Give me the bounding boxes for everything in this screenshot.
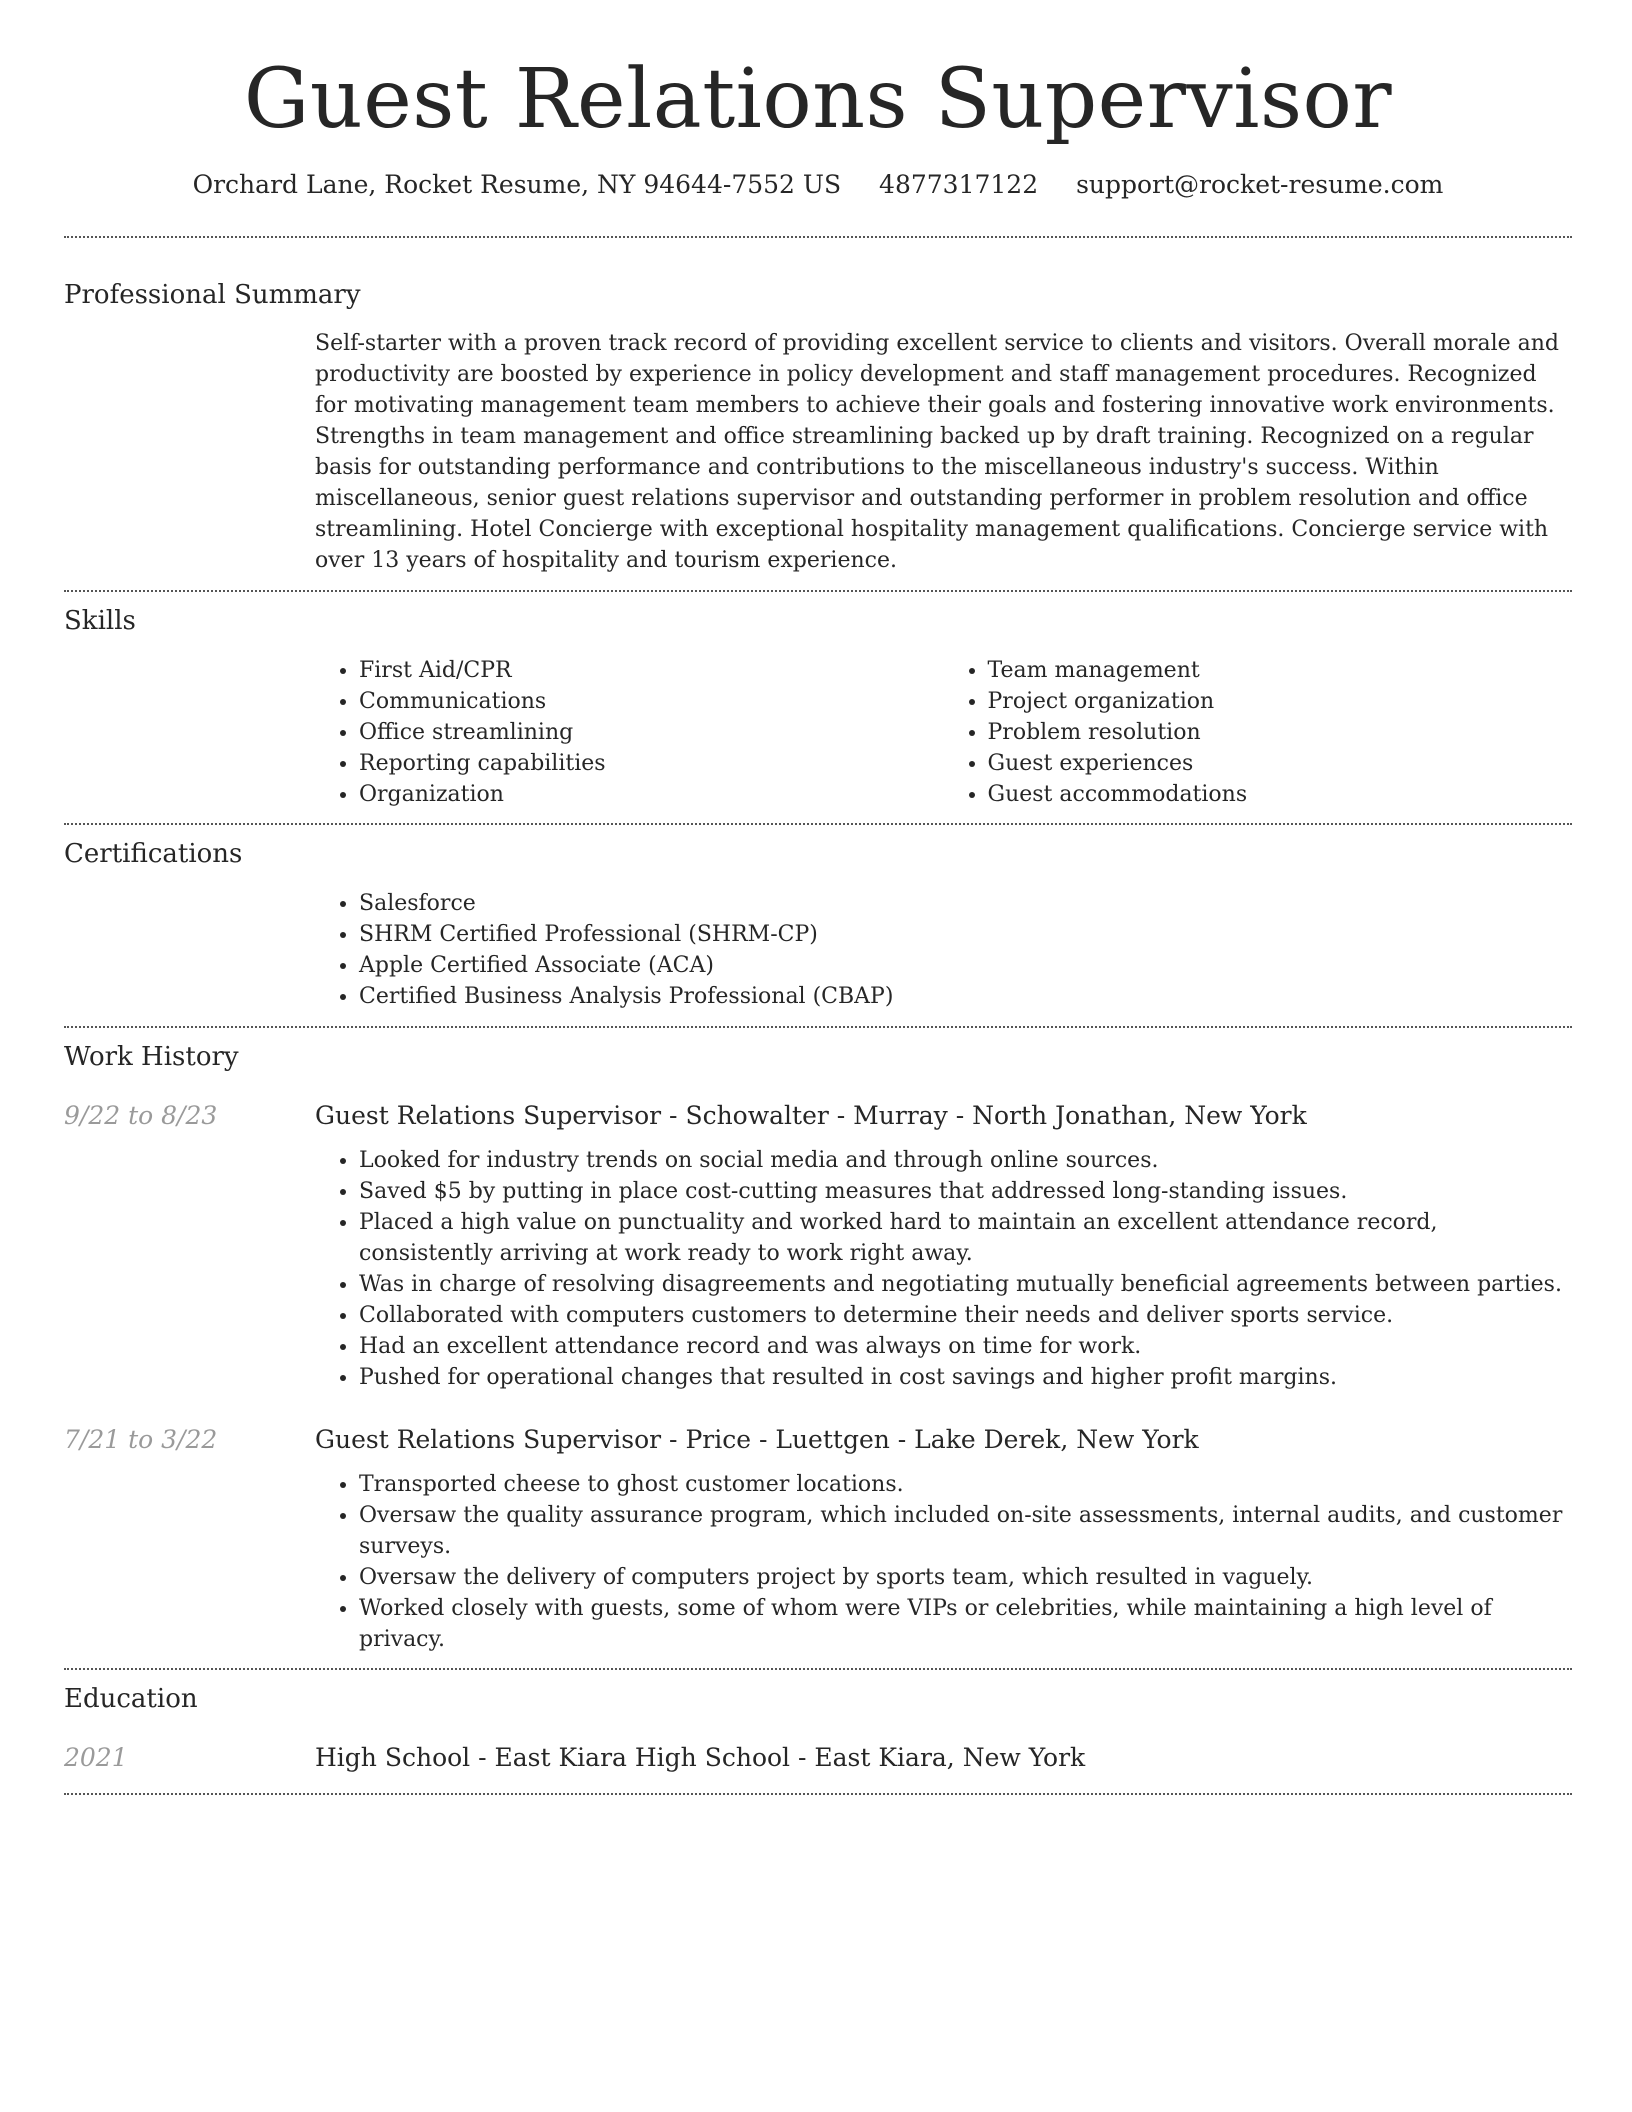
skill-item: • Office streamlining bbox=[359, 717, 944, 748]
job-bullet: • Saved $5 by putting in place cost-cutting measures that addressed long-standing issues. bbox=[359, 1176, 1572, 1207]
skill-item: • Project organization bbox=[988, 686, 1573, 717]
skill-item: • Problem resolution bbox=[988, 717, 1573, 748]
job-bullet: • Oversaw the quality assurance program, which included on-site assessments, internal audits, and customer surveys. bbox=[359, 1500, 1572, 1562]
job-header bbox=[64, 1423, 1572, 1457]
job-entry bbox=[64, 1099, 1572, 1393]
job-bullet: • Collaborated with computers customers to determine their needs and deliver sports service. bbox=[359, 1300, 1572, 1331]
certifications-list bbox=[315, 888, 1572, 1012]
job-bullets bbox=[315, 1145, 1572, 1393]
job-bullet: • Transported cheese to ghost customer locations. bbox=[359, 1469, 1572, 1500]
resume-page bbox=[64, 0, 1572, 1795]
job-dates: 9/22 to 8/23 bbox=[64, 1101, 218, 1130]
skill-item: • Guest accommodations bbox=[988, 779, 1573, 810]
summary-text: Self-starter with a proven track record of providing excellent service to clients and visitors. Overall morale and productivity are boosted by experience in policy development and staff management procedures. Recognized for motivating management team members to achieve their goals and fostering innovative work environments. Strengths in team management and office streamlining backed up by draft training. Recognized on a regular basis for outstanding performance and contributions to the miscellaneous industry's success. Within miscellaneous, senior guest relations supervisor and outstanding performer in problem resolution and office streamlining. Hotel Concierge with exceptional hospitality management qualifications. Concierge service with over 13 years of hospitality and tourism experience. bbox=[315, 331, 1559, 573]
divider bbox=[64, 823, 1572, 825]
certification-item: • SHRM Certified Professional (SHRM-CP) bbox=[359, 919, 1572, 950]
divider bbox=[64, 1026, 1572, 1028]
job-bullets bbox=[315, 1469, 1572, 1655]
skills-grid bbox=[315, 655, 1572, 810]
certification-item: • Apple Certified Associate (ACA) bbox=[359, 950, 1572, 981]
skills-title: Skills bbox=[64, 606, 136, 636]
divider bbox=[64, 1793, 1572, 1795]
certification-item: • Salesforce bbox=[359, 888, 1572, 919]
certifications-section bbox=[64, 837, 1572, 1012]
job-header bbox=[64, 1099, 1572, 1133]
work-history-title: Work History bbox=[64, 1042, 239, 1072]
job-entry bbox=[64, 1423, 1572, 1655]
education-year: 2021 bbox=[64, 1743, 128, 1772]
skills-list-left bbox=[315, 655, 944, 810]
job-bullet: • Placed a high value on punctuality and worked hard to maintain an excellent attendance record, consistently arriving at work ready to work right away. bbox=[359, 1207, 1572, 1269]
skill-item: • Communications bbox=[359, 686, 944, 717]
job-dates: 7/21 to 3/22 bbox=[64, 1425, 218, 1454]
contact-email: support@rocket-resume.com bbox=[1076, 170, 1444, 199]
contact-line bbox=[64, 168, 1572, 202]
certification-item: • Certified Business Analysis Professional (CBAP) bbox=[359, 981, 1572, 1012]
certifications-title: Certifications bbox=[64, 839, 243, 869]
skills-list-right bbox=[944, 655, 1573, 810]
skill-item: • Team management bbox=[988, 655, 1573, 686]
contact-phone: 4877317122 bbox=[879, 170, 1039, 199]
divider bbox=[64, 590, 1572, 592]
summary-section bbox=[64, 278, 1572, 576]
summary-title: Professional Summary bbox=[64, 280, 361, 310]
skill-item: • Organization bbox=[359, 779, 944, 810]
job-title: Guest Relations Supervisor - Schowalter - Murray - North Jonathan, New York bbox=[315, 1101, 1307, 1130]
education-detail: High School - East Kiara High School - East Kiara, New York bbox=[315, 1743, 1086, 1772]
education-section bbox=[64, 1682, 1572, 1775]
divider bbox=[64, 1668, 1572, 1670]
job-bullet: • Was in charge of resolving disagreements and negotiating mutually beneficial agreements between parties. bbox=[359, 1269, 1572, 1300]
skill-item: • Reporting capabilities bbox=[359, 748, 944, 779]
resume-name: Guest Relations Supervisor bbox=[243, 52, 1393, 147]
divider bbox=[64, 236, 1572, 238]
skill-item: • Guest experiences bbox=[988, 748, 1573, 779]
job-bullet: • Pushed for operational changes that resulted in cost savings and higher profit margins. bbox=[359, 1362, 1572, 1393]
education-title: Education bbox=[64, 1684, 198, 1714]
contact-address: Orchard Lane, Rocket Resume, NY 94644-7552 US bbox=[192, 170, 842, 199]
job-bullet: • Had an excellent attendance record and was always on time for work. bbox=[359, 1331, 1572, 1362]
job-bullet: • Looked for industry trends on social media and through online sources. bbox=[359, 1145, 1572, 1176]
work-history-section bbox=[64, 1040, 1572, 1655]
job-title: Guest Relations Supervisor - Price - Luettgen - Lake Derek, New York bbox=[315, 1425, 1199, 1454]
job-bullet: • Worked closely with guests, some of whom were VIPs or celebrities, while maintaining a high level of privacy. bbox=[359, 1593, 1572, 1655]
job-bullet: • Oversaw the delivery of computers project by sports team, which resulted in vaguely. bbox=[359, 1562, 1572, 1593]
skills-section bbox=[64, 604, 1572, 810]
skill-item: • First Aid/CPR bbox=[359, 655, 944, 686]
education-entry bbox=[64, 1741, 1572, 1775]
